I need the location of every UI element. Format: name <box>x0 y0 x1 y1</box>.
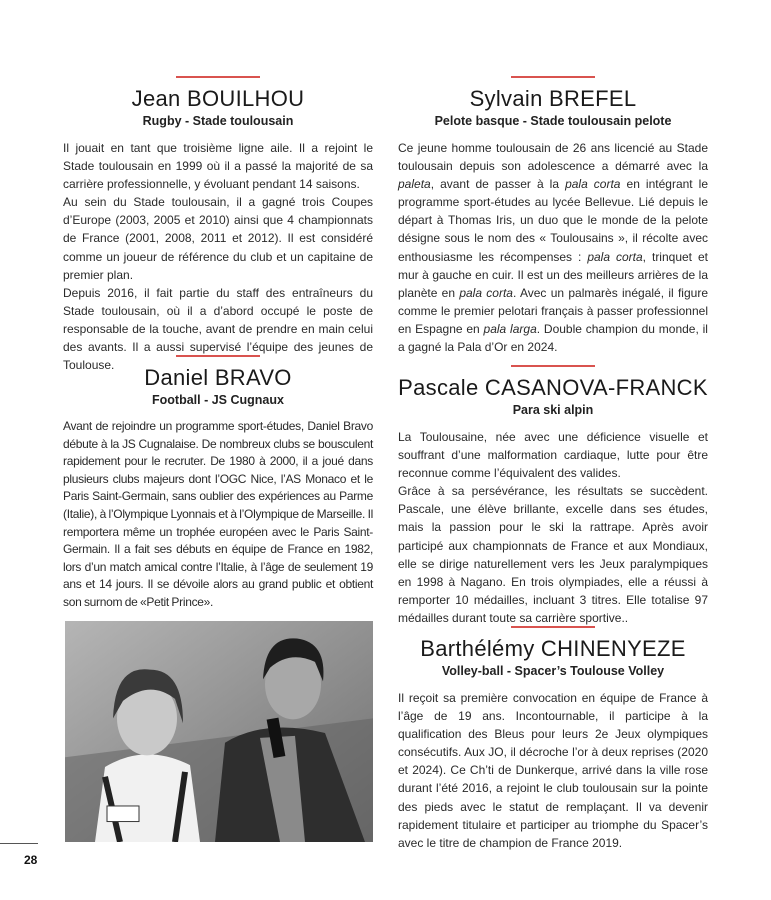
profile-name: Jean BOUILHOU <box>131 86 305 111</box>
accent-rule <box>511 626 595 628</box>
profile-body <box>398 689 708 852</box>
profile-name: Barthélémy CHINENYEZE <box>420 636 686 661</box>
italic-term: pala corta <box>459 285 513 300</box>
accent-rule <box>176 76 260 78</box>
text-run: Ce jeune homme toulousain de 26 ans licencié au Stade toulousain depuis son adolescence a démarré avec la <box>398 141 708 174</box>
accent-rule <box>511 76 595 78</box>
profile-name: Sylvain BREFEL <box>469 86 637 111</box>
italic-term: paleta <box>398 177 431 192</box>
text-run: La Toulousaine, née avec une déficience visuelle et souffrant d’une malformation cardiaque, lutte pour être reconnue comme l’équivalent des valides. <box>398 430 708 481</box>
text-run: Grâce à sa persévérance, les résultats se succèdent. Pascale, une élève brillante, excelle dans ses études, mais la passion pour le ski la rattrape. Après avoir participé aux championnats de France et aux Mondiaux, elle se dirige naturellement vers les Jeux paralympiques en 1998 à Nagano. En trois olympiades, elle a réussi à remporter 10 médailles, incluant 3 titres. Elle totalise 97 médailles durant toute sa carrière sportive.. <box>398 484 708 625</box>
italic-term: pala corta <box>565 177 621 192</box>
profile-paragraph <box>63 193 373 283</box>
profile-paragraph <box>398 689 708 852</box>
page-number: 28 <box>24 853 38 867</box>
text-run: Depuis 2016, il fait partie du staff des entraîneurs du Stade toulousain, où il a d’abord occupé le poste de responsable de la touche, avant de prendre en main celui des avants. Il a aussi supervisé l’équipe des jeunes de Toulouse. <box>63 285 373 373</box>
profile-paragraph <box>398 139 708 356</box>
profile-paragraph <box>398 428 708 482</box>
profile-name: Pascale CASANOVA-FRANCK <box>398 375 708 400</box>
text-run: Au sein du Stade toulousain, il a gagné trois Coupes d’Europe (2003, 2005 et 2010) ainsi que 4 championnats de France (2001, 2008, 2011 et 2012). Il est considéré comme un joueur de référence du club et un capitaine de premier plan. <box>63 195 373 282</box>
profile-subtitle: Volley-ball - Spacer’s Toulouse Volley <box>441 664 665 678</box>
profile-bouilhou <box>63 76 373 374</box>
text-run: en intégrant le programme sport-études au lycée Bellevue. Lié depuis le départ à Thomas Iris, un duo que le monde de la pelote désigne sous le nom des « Toulousains », il récolte avec enthousiasme les récompenses : <box>398 177 709 264</box>
text-run: . Double champion du monde, il a gagné la Pala d’Or en 2024. <box>398 321 708 355</box>
profile-body <box>63 418 373 612</box>
profile-paragraph <box>63 139 373 193</box>
profile-chinenyeze <box>398 626 708 852</box>
profile-paragraph <box>63 418 373 612</box>
text-run: Il jouait en tant que troisième ligne aile. Il a rejoint le Stade toulousain en 1999 où il a passé la majorité de sa carrière professionnelle, y évoluant pendant 14 saisons. <box>63 141 373 192</box>
accent-rule <box>176 355 260 357</box>
italic-term: pala corta <box>587 249 643 264</box>
profile-subtitle: Football - JS Cugnaux <box>152 393 284 407</box>
profile-paragraph <box>398 482 708 627</box>
profile-bravo <box>63 355 373 612</box>
text-run: Avant de rejoindre un programme sport-études, Daniel Bravo débute à la JS Cugnalaise. De nombreux clubs se bousculent rapidement pour le recruter. De 1980 à 2000, il a joué dans plusieurs clubs majeurs dont l’OGC Nice, l’AS Monaco et le Paris Saint-Germain, sans oublier des expériences au Parme (Italie), à l’Olympique Lyonnais et à l’Olympique de Marseille. Il remportera même un trophée européen avec le Paris Saint-Germain. Il a fait ses débuts en équipe de France en 1982, lors d’un match amical contre l’Italie, à l’âge de seulement 19 ans et 14 jours. Il se dévoile alors au grand public et obtient son surnom de «Petit Prince». <box>63 419 373 609</box>
profile-body <box>398 428 708 627</box>
profile-brefel <box>398 76 708 356</box>
profile-subtitle: Para ski alpin <box>512 403 594 417</box>
text-run: Il reçoit sa première convocation en équipe de France à l’âge de 19 ans. Incontournable, il participe à la qualification des Bleus pour leurs 2e Jeux olympiques consécutifs. Aux JO, il décroche l’or à deux reprises (2020 et 2024). Ce Ch’ti de Dunkerque, arrivé dans la ville rose durant l’été 2016, a rejoint le club toulousain sur la pointe des pieds avec le statut de remplaçant. Il va devenir rapidement titulaire et participer au triomphe du Spacer’s avec le titre de champion de France 2019. <box>398 691 708 850</box>
profile-name: Daniel BRAVO <box>144 365 292 390</box>
profile-casanova-franck <box>398 365 708 627</box>
profile-body <box>63 139 373 374</box>
text-run: , trinquet et mur à gauche en cuir. Il est un des meilleurs arrières de la planète en <box>398 249 708 300</box>
profile-subtitle: Rugby - Stade toulousain <box>142 114 294 128</box>
photo-bravo-interview <box>65 621 373 842</box>
accent-rule <box>511 365 595 367</box>
text-run: . Avec un palmarès inégalé, il figure comme le premier pelotari français à passer professionnel en Espagne en <box>398 285 708 336</box>
italic-term: pala larga <box>483 321 537 336</box>
profile-subtitle: Pelote basque - Stade toulousain pelote <box>434 114 672 128</box>
profile-body <box>398 139 708 356</box>
text-run: , avant de passer à la <box>430 177 566 192</box>
page-rule <box>0 843 38 844</box>
